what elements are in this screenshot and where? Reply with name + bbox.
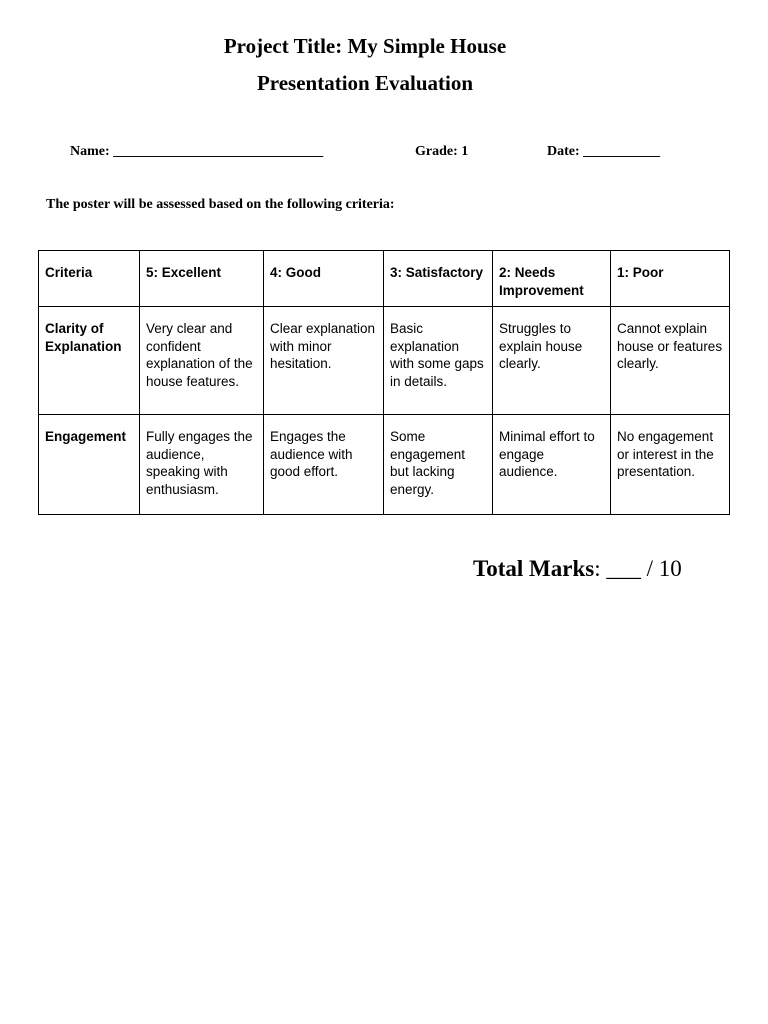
header-cell-poor: 1: Poor <box>611 251 730 307</box>
header-cell-good: 4: Good <box>264 251 384 307</box>
table-cell: Clear explanation with minor hesitation. <box>264 307 384 415</box>
date-field: Date: ___________ <box>547 144 661 159</box>
page-title: Project Title: My Simple House <box>223 34 507 58</box>
table-cell: Some engagement but lacking energy. <box>384 415 493 515</box>
grade-field: Grade: 1 <box>415 144 469 159</box>
total-marks-label: Total Marks <box>473 556 595 581</box>
table-cell: Minimal effort to engage audience. <box>493 415 611 515</box>
table-cell: Engages the audience with good effort. <box>264 415 384 515</box>
table-cell: Cannot explain house or features clearly. <box>611 307 730 415</box>
table-cell: Struggles to explain house clearly. <box>493 307 611 415</box>
total-marks-value: : ___ / 10 <box>594 556 682 581</box>
table-cell: Basic explanation with some gaps in details. <box>384 307 493 415</box>
table-cell: No engagement or interest in the presentation. <box>611 415 730 515</box>
name-field: Name: ______________________________ <box>70 144 324 159</box>
total-marks <box>473 556 682 582</box>
header-cell-satisfactory: 3: Satisfactory <box>384 251 493 307</box>
criterion-cell: Engagement <box>39 415 140 515</box>
criteria-intro: The poster will be assessed based on the following criteria: <box>46 197 395 212</box>
header-cell-criteria: Criteria <box>39 251 140 307</box>
rubric-table <box>38 250 730 515</box>
table-cell: Fully engages the audience, speaking with enthusiasm. <box>140 415 264 515</box>
page-subtitle: Presentation Evaluation <box>256 71 474 95</box>
table-row <box>39 307 730 415</box>
table-header-row <box>39 251 730 307</box>
header-cell-excellent: 5: Excellent <box>140 251 264 307</box>
criterion-cell: Clarity of Explanation <box>39 307 140 415</box>
table-cell: Very clear and confident explanation of the house features. <box>140 307 264 415</box>
table-row <box>39 415 730 515</box>
header-cell-needs-improvement: 2: Needs Improvement <box>493 251 611 307</box>
